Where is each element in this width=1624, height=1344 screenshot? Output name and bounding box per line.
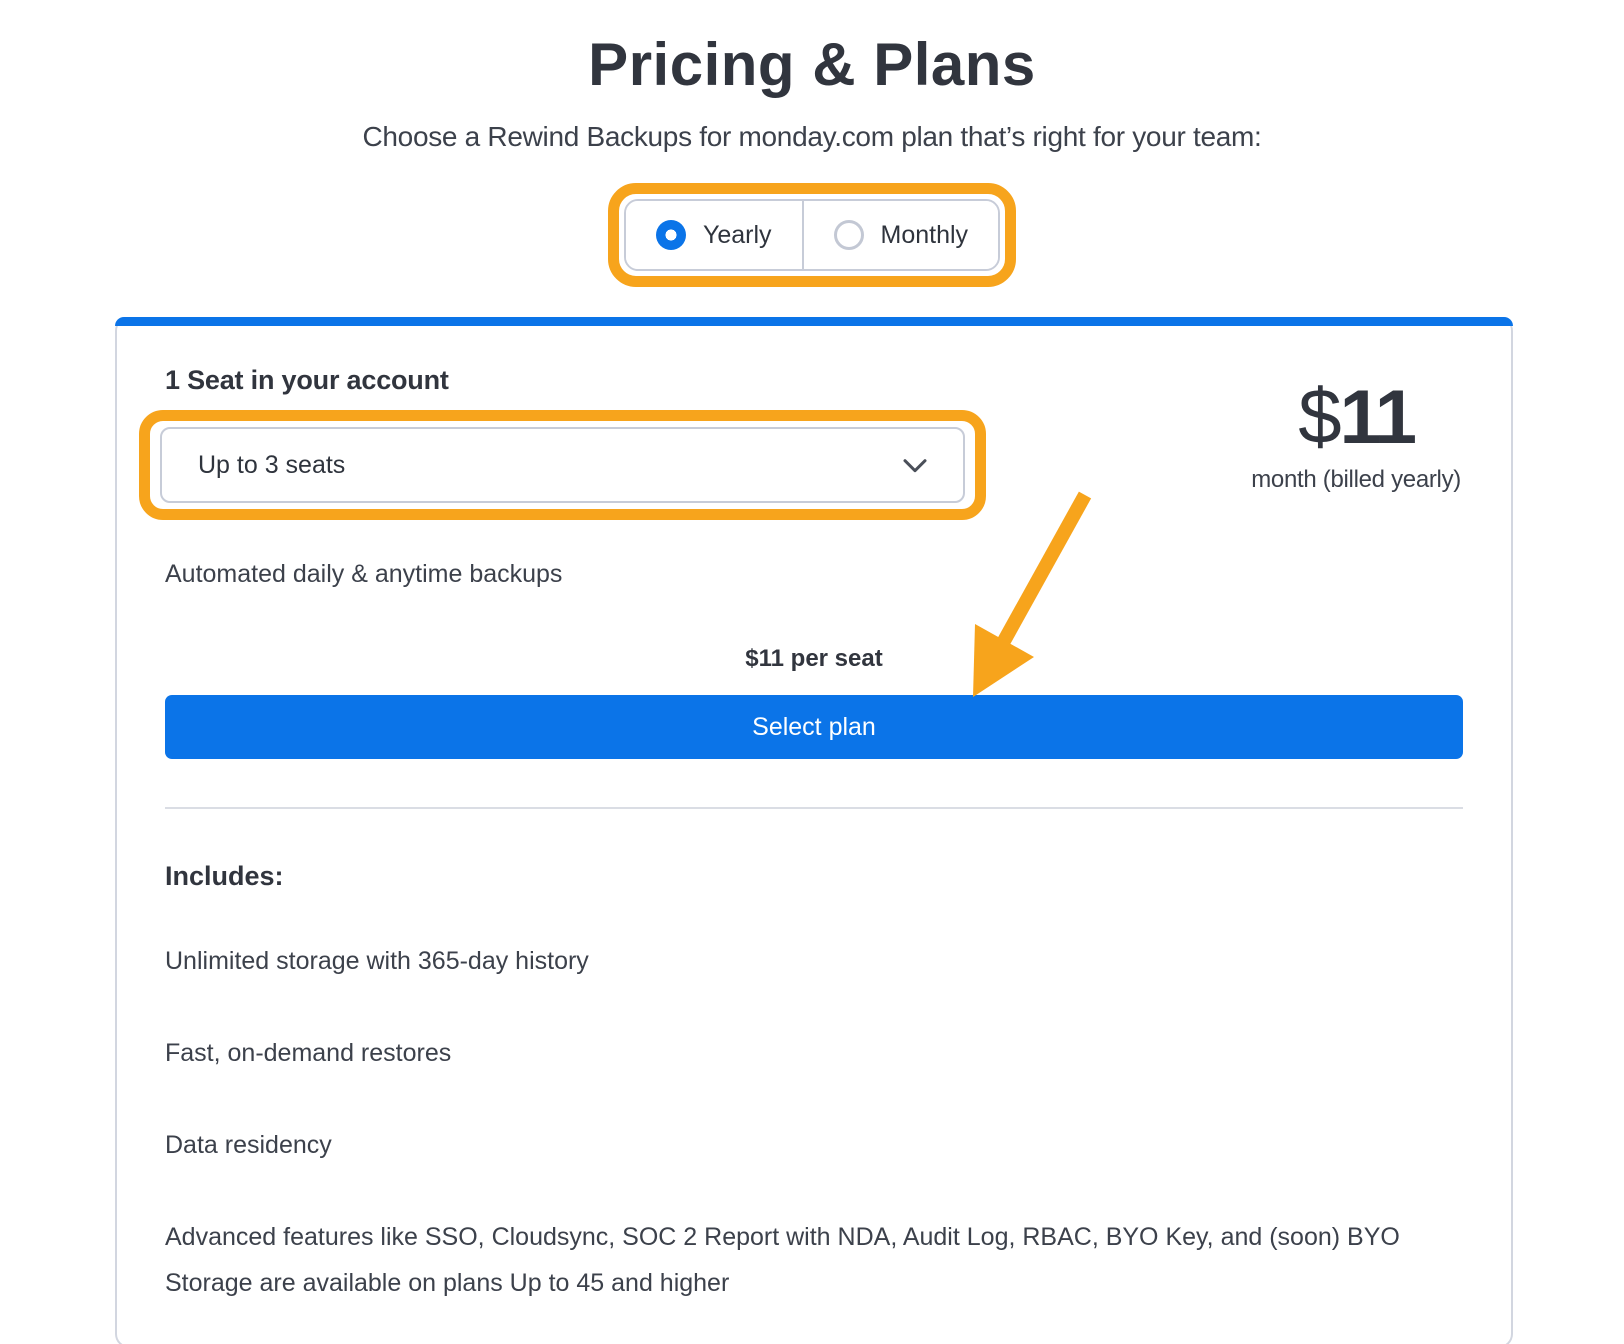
plan-card-header (165, 317, 1463, 520)
billing-option-monthly[interactable] (802, 201, 999, 269)
billing-period-toggle (624, 199, 1000, 271)
includes-heading: Includes: (165, 861, 284, 891)
billing-option-monthly-label: Monthly (880, 220, 969, 249)
includes-item: Fast, on-demand restores (165, 1039, 452, 1067)
annotation-highlight-dropdown (139, 410, 986, 520)
price-currency: $ (1298, 372, 1340, 460)
includes-item: Unlimited storage with 365-day history (165, 947, 589, 975)
feature-summary: Automated daily & anytime backups (165, 560, 563, 588)
page-subtitle: Choose a Rewind Backups for monday.com plan that’s right for your team: (362, 121, 1262, 152)
includes-item: Advanced features like SSO, Cloudsync, SOC 2 Report with NDA, Audit Log, RBAC, BYO Key, and (soon) BYO Storage are available on plans Up to 45 and higher (165, 1223, 1400, 1297)
seats-dropdown[interactable] (160, 427, 965, 503)
radio-selected-icon[interactable] (656, 220, 686, 250)
price-block (1251, 371, 1461, 494)
price-amount: 11 (1339, 375, 1414, 460)
card-divider (165, 807, 1463, 809)
price-line (1251, 371, 1461, 462)
billing-toggle-row (0, 183, 1624, 287)
includes-item: Data residency (165, 1131, 332, 1159)
plan-card (115, 317, 1513, 1344)
price-period: month (billed yearly) (1251, 466, 1461, 493)
select-plan-button[interactable]: Select plan (165, 695, 1463, 759)
seats-column (165, 365, 986, 520)
radio-unselected-icon[interactable] (834, 220, 864, 250)
billing-option-yearly-label: Yearly (702, 220, 772, 249)
per-seat-note: $11 per seat (745, 645, 883, 672)
annotation-highlight-toggle (608, 183, 1016, 287)
billing-option-yearly[interactable] (626, 201, 802, 269)
seats-heading: 1 Seat in your account (165, 365, 449, 395)
chevron-down-icon (903, 459, 927, 474)
page-title: Pricing & Plans (588, 31, 1036, 98)
plan-card-accent-bar (115, 317, 1513, 326)
seats-dropdown-value: Up to 3 seats (198, 450, 346, 479)
